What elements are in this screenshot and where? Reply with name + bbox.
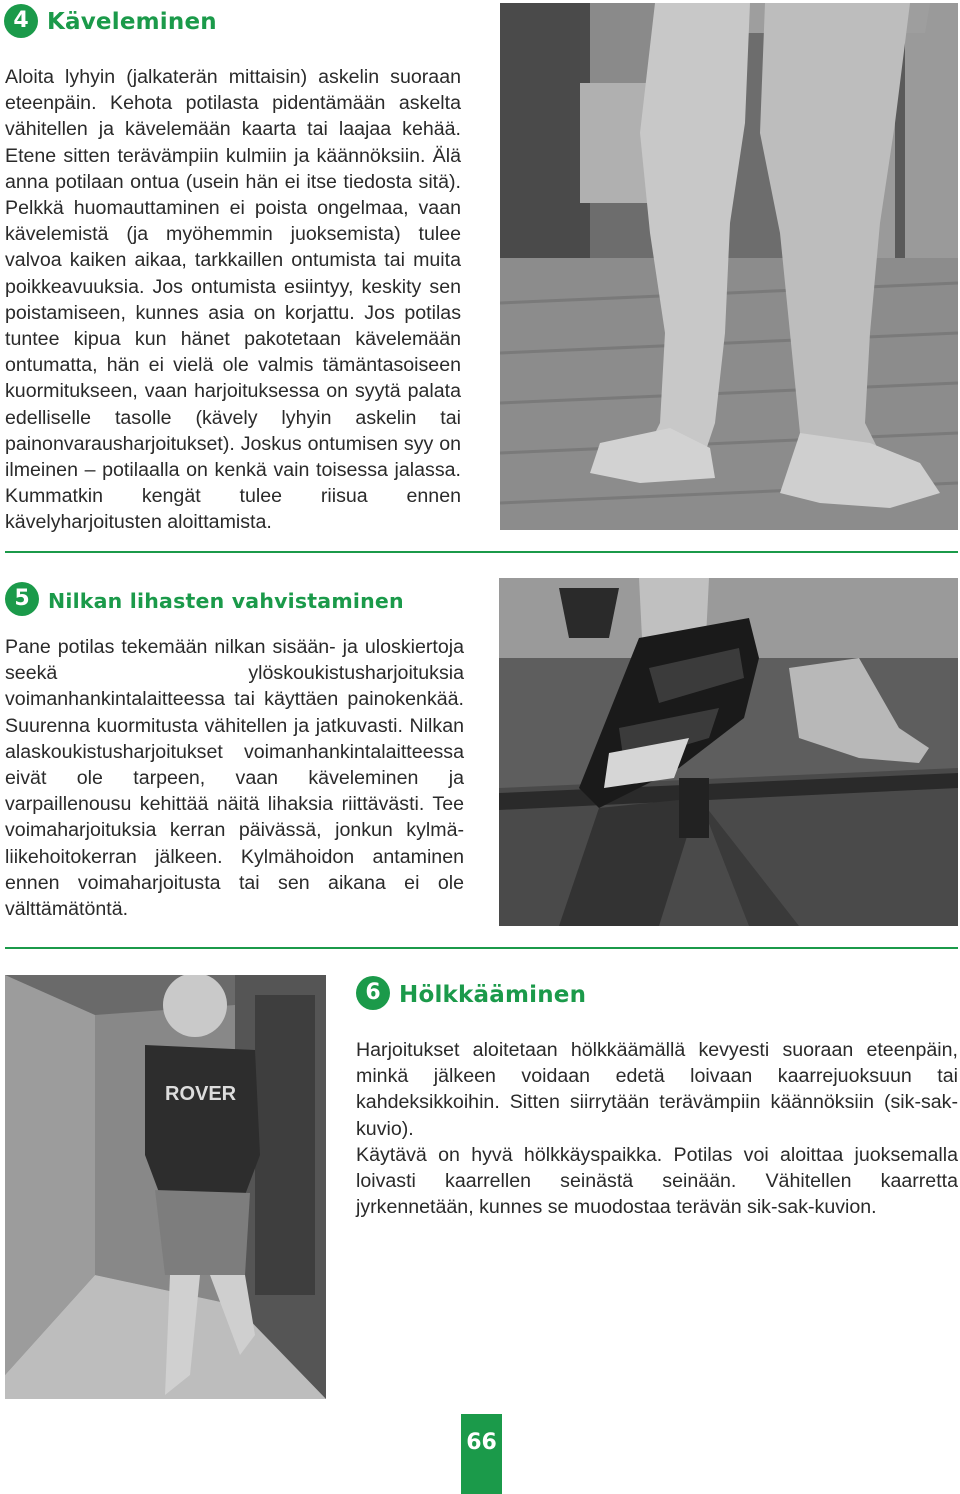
section-number-badge: 5	[5, 582, 39, 616]
section-body-text: Harjoitukset aloitetaan hölkkäämällä kevyesti suoraan eteenpäin, minkä jälkeen voidaan edetä loivaan kaarrejuoksuun tai kahdeksikkoihin. Sitten siirrytään terävämpiin käännöksiin (sik-sak-kuvio).	[356, 1039, 958, 1140]
section-number-badge: 4	[4, 4, 38, 38]
section-heading: Hölkkääminen	[399, 982, 587, 1008]
page-number	[461, 1414, 502, 1494]
section-heading: Käveleminen	[47, 9, 217, 35]
section-number-badge: 6	[356, 976, 390, 1010]
jogging-corridor-photo	[5, 975, 326, 1399]
section-divider	[5, 947, 958, 949]
section-body-text: Käytävä on hyvä hölkkäyspaikka. Potilas voi aloittaa juoksemalla loivasti kaarrellen seinästä seinään. Vähitellen kaarretta jyrkennetään, kunnes se muodostaa terävän sik-sak-kuvion.	[356, 1144, 958, 1219]
page-number-label: 66	[466, 1430, 497, 1455]
section-body-text: Pane potilas tekemään nilkan sisään- ja uloskiertoja seekä ylöskoukistusharjoituksia voimanhankintalaitteessa tai käyttäen painokenkää. Suurenna kuormitusta vähitellen ja jatkuvasti. Nilkan alaskoukistusharjoitukset voimanhankintalaitteessa eivät ole tarpeen, vaan käveleminen ja varpaillenousu kehittää näitä lihaksia riittävästi. Tee voimaharjoituksia kerran päivässä, jonkun kylmä-liikehoitokerran jälkeen. Kylmähoidon antaminen ennen voimaharjoitusta tai sen aikana ei ole välttämätöntä.	[5, 636, 464, 921]
shirt-logo-text: ROVER	[165, 1083, 237, 1105]
legs-walking-photo	[500, 3, 958, 530]
section-divider	[5, 551, 958, 553]
section-heading: Nilkan lihasten vahvistaminen	[48, 589, 404, 613]
section-body-text: Aloita lyhyin (jalkaterän mittaisin) askelin suoraan eteenpäin. Kehota potilasta pidentämään askelta vähitellen ja kävelemään kaarta tai laajaa kehää. Etene sitten terävämpiin kulmiin ja käännöksiin. Älä anna potilaan ontua (usein hän ei itse tiedosta sitä). Pelkkä huomauttaminen ei poista ongelmaa, vaan kävelemistä (ja myöhemmin juoksemista) tulee valvoa kaiken aikaa, tarkkaillen ontumista tai muita poikkeavuuksia. Jos ontumista esiintyy, keskity sen poistamiseen, kunnes asia on korjattu. Jos potilas tuntee kipua kun hänet pakotetaan kävelemään ontumatta, hän ei vielä ole valmis tämäntasoiseen kuormitukseen, vaan harjoituksessa on syytä palata edelliselle tasolle (kävely lyhyin askelin tai painonvarausharjoitukset). Joskus ontumisen syy on ilmeinen – potilaalla on kenkä vain toisessa jalassa. Kummatkin kengät tulee riisua ennen kävelyharjoitusten aloittamista.	[5, 66, 461, 534]
ankle-strengthening-device-photo	[499, 578, 958, 926]
